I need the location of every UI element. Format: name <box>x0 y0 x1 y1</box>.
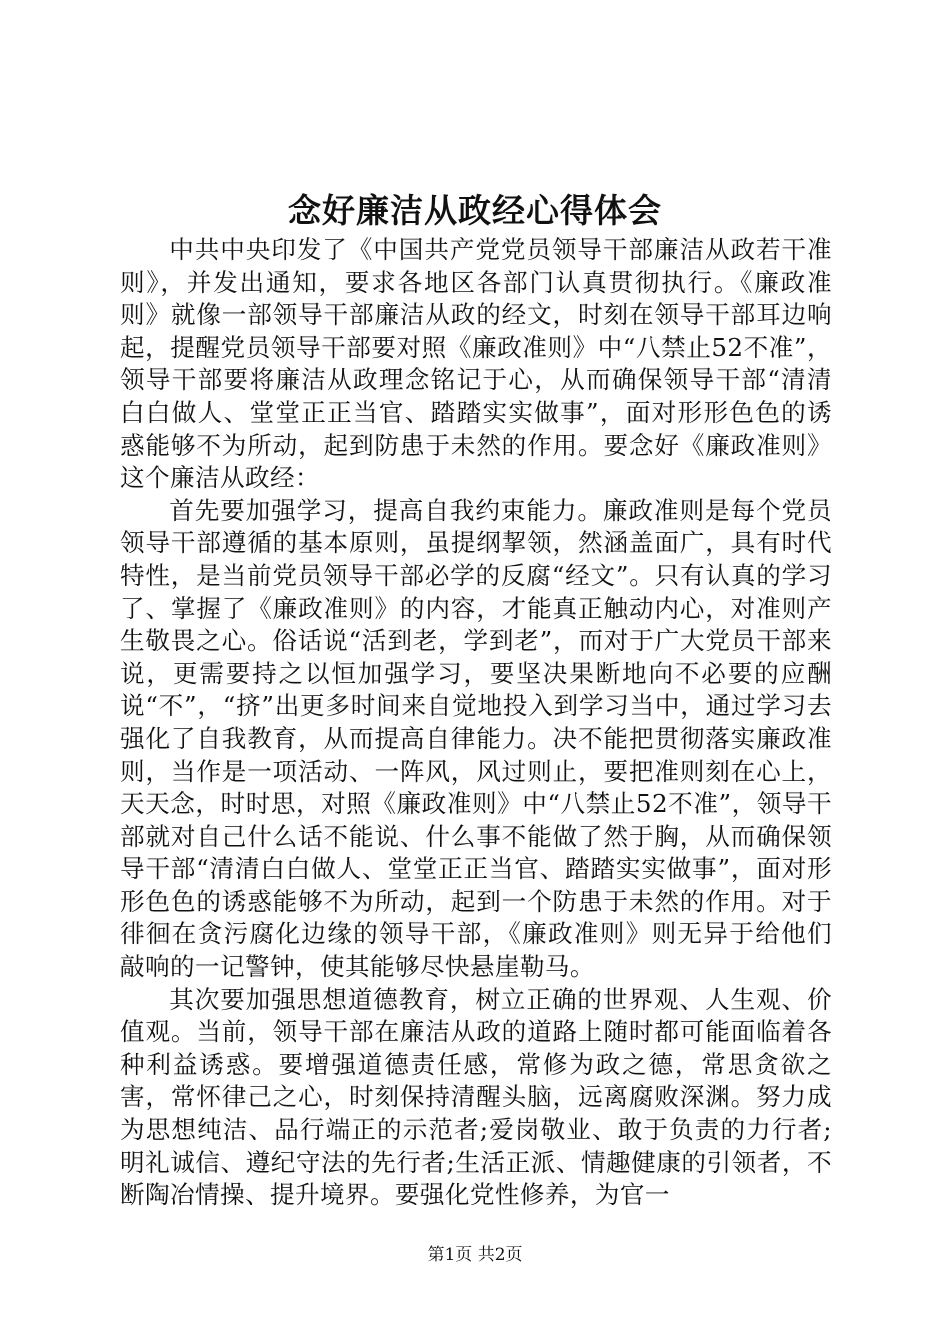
paragraph-1: 中共中央印发了《中国共产党党员领导干部廉洁从政若干准则》，并发出通知，要求各地区各部门认真贯彻执行。《廉政准则》就像一部领导干部廉洁从政的经文，时刻在领导干部耳边响起，提醒党员领导干部要对照《廉政准则》中“八禁止52不准”，领导干部要将廉洁从政理念铭记于心，从而确保领导干部“清清白白做人、堂堂正正当官、踏踏实实做事”，面对形形色色的诱惑能够不为所动，起到防患于未然的作用。要念好《廉政准则》这个廉洁从政经： <box>120 235 832 493</box>
document-body <box>120 234 832 1212</box>
paragraph-2: 首先要加强学习，提高自我约束能力。廉政准则是每个党员领导干部遵循的基本原则，虽提纲挈领，然涵盖面广，具有时代特性，是当前党员领导干部必学的反腐“经文”。只有认真的学习了、掌握了《廉政准则》的内容，才能真正触动内心，对准则产生敬畏之心。俗话说“活到老，学到老”，而对于广大党员干部来说，更需要持之以恒加强学习，要坚决果断地向不必要的应酬说“不”，“挤”出更多时间来自觉地投入到学习当中，通过学习去强化了自我教育，从而提高自律能力。决不能把贯彻落实廉政准则，当作是一项活动、一阵风，风过则止，要把准则刻在心上，天天念，时时思，对照《廉政准则》中“八禁止52不准”，领导干部就对自己什么话不能说、什么事不能做了然于胸，从而确保领导干部“清清白白做人、堂堂正正当官、踏踏实实做事”，面对形形色色的诱惑能够不为所动，起到一个防患于未然的作用。对于徘徊在贪污腐化边缘的领导干部，《廉政准则》则无异于给他们敲响的一记警钟，使其能够尽快悬崖勒马。 <box>120 495 832 982</box>
paragraph-3: 其次要加强思想道德教育，树立正确的世界观、人生观、价值观。当前，领导干部在廉洁从政的道路上随时都可能面临着各种利益诱惑。要增强道德责任感，常修为政之德，常思贪欲之害，常怀律己之心，时刻保持清醒头脑，远离腐败深渊。努力成为思想纯洁、品行端正的示范者;爱岗敬业、敢于负责的力行者;明礼诚信、遵纪守法的先行者;生活正派、情趣健康的引领者，不断陶冶情操、提升境界。要强化党性修养，为官一 <box>120 984 832 1210</box>
document-title: 念好廉洁从政经心得体会 <box>288 191 662 230</box>
page-number-footer: 第1页 共2页 <box>427 1245 523 1265</box>
